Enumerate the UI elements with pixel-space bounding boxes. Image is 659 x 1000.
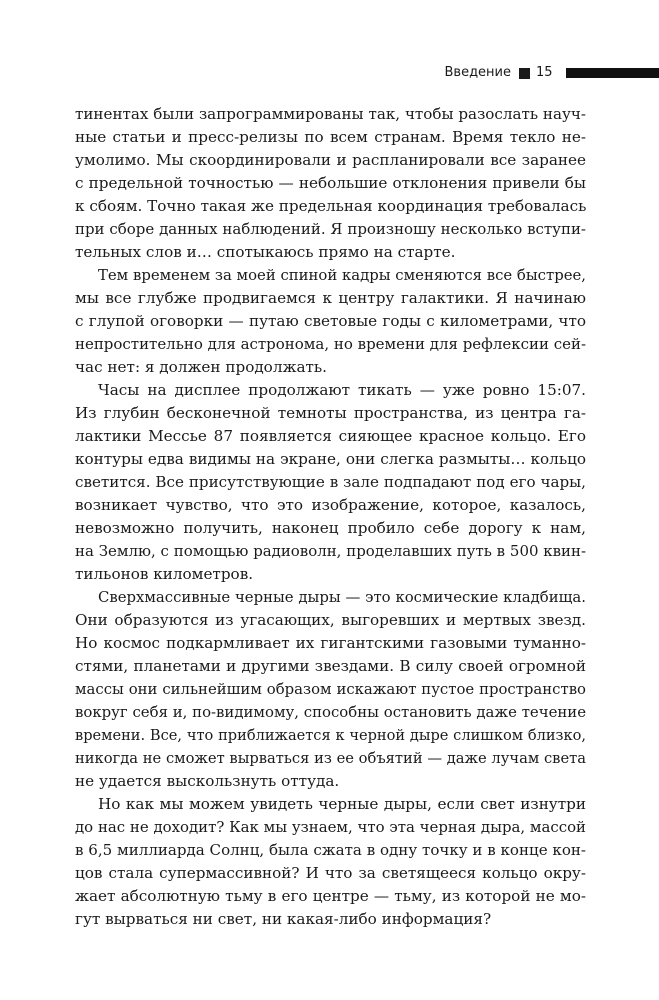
text-line: времени. Все, что приближается к черной дыре слишком близко, bbox=[75, 727, 586, 744]
section-title: Введение bbox=[444, 65, 511, 80]
text-line: в 6,5 миллиарда Солнц, была сжата в одну точку и в конце кон- bbox=[75, 841, 586, 859]
text-line: контуры едва видимы на экране, они слегка размыты… кольцо bbox=[75, 450, 586, 468]
header-rule-bar bbox=[566, 68, 659, 78]
text-line: стями, планетами и другими звездами. В силу своей огромной bbox=[75, 657, 586, 675]
text-line: возникает чувство, что это изображение, которое, казалось, bbox=[75, 496, 586, 514]
text-line: гут вырваться ни свет, ни какая-либо информация? bbox=[75, 910, 492, 928]
text-line: умолимо. Мы скоординировали и распланировали все заранее bbox=[75, 151, 586, 169]
text-line: массы они сильнейшим образом искажают пустое пространство bbox=[75, 680, 586, 698]
running-header bbox=[0, 61, 659, 85]
text-line: при сборе данных наблюдений. Я произношу несколько вступи- bbox=[75, 220, 586, 238]
text-line: цов стала супермассивной? И что за светящееся кольцо окру- bbox=[75, 864, 586, 882]
text-line: ные статьи и пресс-релизы по всем странам. Время текло не- bbox=[75, 128, 586, 146]
text-line: Они образуются из угасающих, выгоревших и мертвых звезд. bbox=[75, 611, 586, 629]
text-line: с предельной точностью — небольшие отклонения привели бы bbox=[75, 174, 586, 192]
text-line: к сбоям. Точно такая же предельная координация требовалась bbox=[75, 197, 587, 215]
text-line: невозможно получить, наконец пробило себе дорогу к нам, bbox=[75, 519, 586, 537]
header-square-marker bbox=[519, 68, 530, 79]
text-line: лактики Мессье 87 появляется сияющее красное кольцо. Его bbox=[75, 427, 586, 445]
text-line: тильонов километров. bbox=[75, 565, 254, 583]
text-line: непростительно для астронома, но времени для рефлексии сей- bbox=[75, 335, 586, 353]
body-text bbox=[75, 103, 586, 931]
text-line: жает абсолютную тьму в его центре — тьму, из которой не мо- bbox=[75, 887, 586, 905]
text-line: Часы на дисплее продолжают тикать — уже ровно 15:07. bbox=[98, 381, 586, 399]
text-line: не удается выскользнуть оттуда. bbox=[75, 772, 340, 790]
text-line: на Землю, с помощью радиоволн, проделавших путь в 500 квин- bbox=[75, 542, 586, 560]
text-line: Но космос подкармливает их гигантскими газовыми туманно- bbox=[75, 634, 586, 652]
text-line: светится. Все присутствующие в зале подпадают под его чары, bbox=[75, 473, 586, 491]
text-line: Но как мы можем увидеть черные дыры, если свет изнутри bbox=[98, 795, 586, 813]
text-line: час нет: я должен продолжать. bbox=[75, 358, 328, 376]
text-line: Сверхмассивные черные дыры — это космические кладбища. bbox=[98, 588, 586, 606]
text-line: вокруг себя и, по-видимому, способны остановить даже течение bbox=[75, 703, 586, 721]
page-number: 15 bbox=[536, 65, 553, 80]
text-line: Из глубин бесконечной темноты пространства, из центра га- bbox=[75, 404, 586, 422]
text-line: Тем временем за моей спиной кадры сменяются все быстрее, bbox=[98, 266, 586, 284]
text-line: тельных слов и… спотыкаюсь прямо на старте. bbox=[75, 243, 456, 261]
text-line: мы все глубже продвигаемся к центру галактики. Я начинаю bbox=[75, 289, 586, 307]
text-line: никогда не сможет вырваться из ее объятий — даже лучам света bbox=[75, 750, 586, 767]
text-line: с глупой оговорки — путаю световые годы с километрами, что bbox=[75, 312, 586, 330]
text-line: тинентах были запрограммированы так, чтобы разослать науч- bbox=[75, 105, 586, 123]
text-line: до нас не доходит? Как мы узнаем, что эта черная дыра, массой bbox=[75, 818, 586, 836]
